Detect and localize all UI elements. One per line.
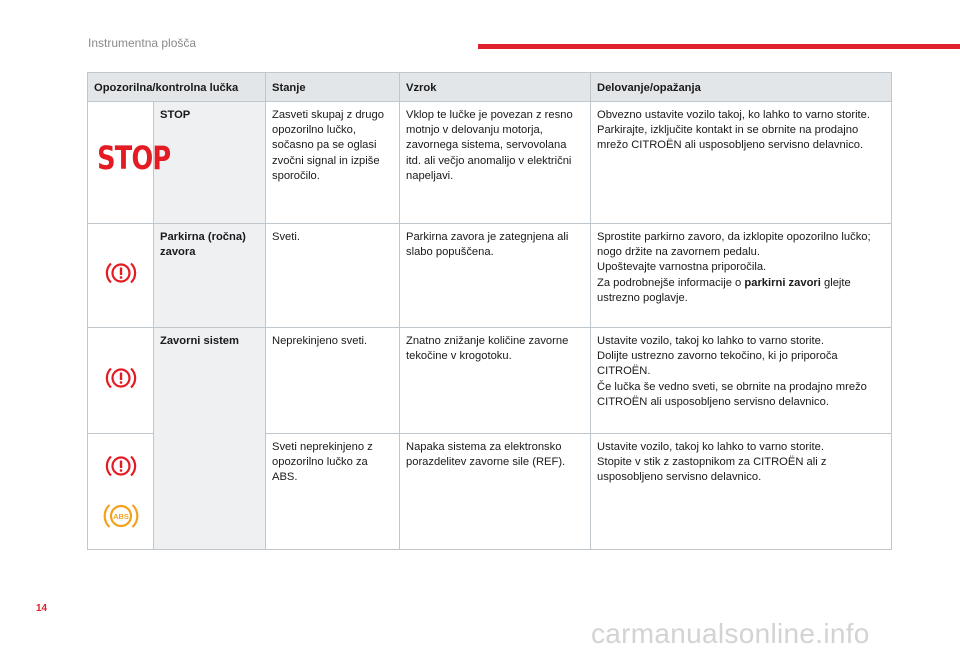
state-cell: Sveti neprekinjeno z opozorilno lučko za ABS. [266,434,400,550]
header-state: Stanje [266,73,400,102]
brake-warning-icon [104,453,138,479]
cause-cell: Napaka sistema za elektronsko porazdelitev zavorne sile (REF). [400,434,591,550]
light-name: STOP [154,102,266,224]
action-line: Ustavite vozilo, takoj ko lahko to varno storite. [597,441,824,453]
cause-cell: Parkirna zavora je zategnjena ali slabo popuščena. [400,224,591,328]
action-cell [591,224,892,328]
action-ref-link: parkirni zavori [744,276,821,289]
action-line: Stopite v stik z zastopnikom za CITROËN ali z usposobljeno servisno delavnico. [597,456,827,484]
action-line: Če lučka še vedno sveti, se obrnite na prodajno mrežo CITROËN ali usposobljeno servisno delavnico. [597,380,867,408]
action-line: Dolijte ustrezno zavorno tekočino, ki jo priporoča CITROËN. [597,350,838,378]
brake-icon-cell [88,328,154,434]
header-warning-light: Opozorilna/kontrolna lučka [88,73,266,102]
header-action: Delovanje/opažanja [591,73,892,102]
action-cell [591,328,892,434]
table-row [88,102,892,224]
light-name: Parkirna (ročna) zavora [154,224,266,328]
brake-icon-cell [88,224,154,328]
brake-warning-icon [104,260,138,286]
abs-warning-icon [102,501,140,531]
action-cell: Obvezno ustavite vozilo takoj, ko lahko to varno storite. Parkirajte, izključite kontakt in se obrnite na prodajno mrežo CITROËN ali usposobljeno servisno delavnico. [591,102,892,224]
warning-lights-table [87,72,892,550]
cause-cell: Znatno znižanje količine zavorne tekočine v krogotoku. [400,328,591,434]
action-line: Sprostite parkirno zavoro, da izklopite opozorilno lučko; nogo držite na zavornem pedalu. [597,231,871,259]
stop-icon-cell [88,102,171,224]
svg-text:ABS: ABS [112,511,129,521]
light-name: Zavorni sistem [154,328,266,550]
table-row [88,224,892,328]
watermark: carmanualsonline.info [591,618,870,649]
table-row [88,328,892,434]
table-header-row [88,73,892,102]
page-header-title: Instrumentna plošča [88,36,197,50]
state-cell: Zasveti skupaj z drugo opozorilno lučko, sočasno pa se oglasi zvočni signal in izpiše sporočilo. [266,102,400,224]
action-ref-suffix: glejte ustrezno poglavje. [597,276,851,304]
state-cell: Neprekinjeno sveti. [266,328,400,434]
cause-cell: Vklop te lučke je povezan z resno motnjo v delovanju motorja, zavornega sistema, servovolana itd. ali večjo anomalijo v električni napeljavi. [400,102,591,224]
state-cell: Sveti. [266,224,400,328]
action-ref-prefix: Za podrobnejše informacije o [597,276,745,289]
brake-abs-icon-cell [88,434,154,550]
action-cell [591,434,892,550]
action-line: Upoštevajte varnostna priporočila. [597,261,767,274]
brake-warning-icon [104,365,138,391]
action-reference [597,276,885,306]
action-line: Ustavite vozilo, takoj ko lahko to varno storite. [597,335,824,347]
page-number: 14 [36,603,48,614]
stop-warning-icon: STOP [97,138,171,177]
header-cause: Vzrok [400,73,591,102]
header-accent-bar [478,44,960,49]
